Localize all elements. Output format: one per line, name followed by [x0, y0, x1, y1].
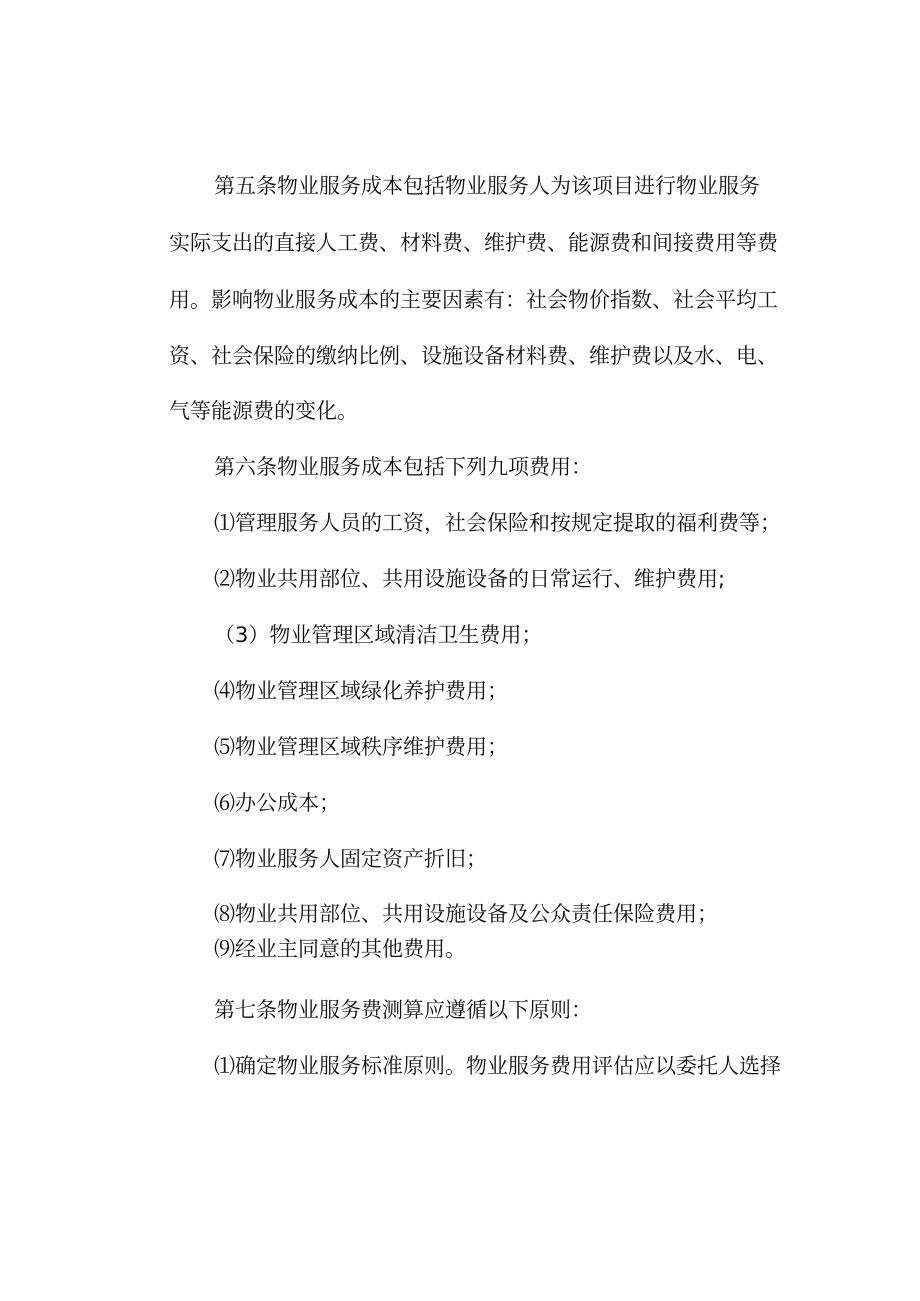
article-6-item-2: ⑵物业共用部位、共用设施设备的日常运行、维护费用;: [214, 567, 726, 591]
article-7-heading: 第七条物业服务费测算应遵循以下原则：: [214, 998, 592, 1022]
article-6-item-9: ⑼经业主同意的其他费用。: [214, 937, 466, 961]
article-5-line-1: 第五条物业服务成本包括物业服务人为该项目进行物业服务: [214, 174, 760, 198]
article-6-item-3: （3）物业管理区域清洁卫生费用；: [214, 623, 543, 647]
article-6-item-8: ⑻物业共用部位、共用设施设备及公众责任保险费用；: [214, 902, 718, 926]
article-6-item-1: ⑴管理服务人员的工资，社会保险和按规定提取的福利费等；: [214, 511, 781, 535]
article-5-line-2: 实际支出的直接人工费、材料费、维护费、能源费和间接费用等费: [169, 231, 778, 255]
article-5-line-4: 资、社会保险的缴纳比例、设施设备材料费、维护费以及水、电、: [169, 344, 778, 368]
article-5-line-3: 用。影响物业服务成本的主要因素有：社会物价指数、社会平均工: [169, 288, 778, 312]
article-6-item-7: ⑺物业服务人固定资产折旧；: [214, 847, 487, 871]
article-6-item-6: ⑹办公成本；: [214, 791, 340, 815]
article-6-item-5: ⑸物业管理区域秩序维护费用；: [214, 735, 508, 759]
article-6-heading: 第六条物业服务成本包括下列九项费用：: [214, 455, 592, 479]
article-6-item-4: ⑷物业管理区域绿化养护费用；: [214, 679, 508, 703]
article-5-line-5: 气等能源费的变化。: [169, 399, 358, 423]
article-7-item-1: ⑴确定物业服务标准原则。物业服务费用评估应以委托人选择: [214, 1054, 781, 1078]
